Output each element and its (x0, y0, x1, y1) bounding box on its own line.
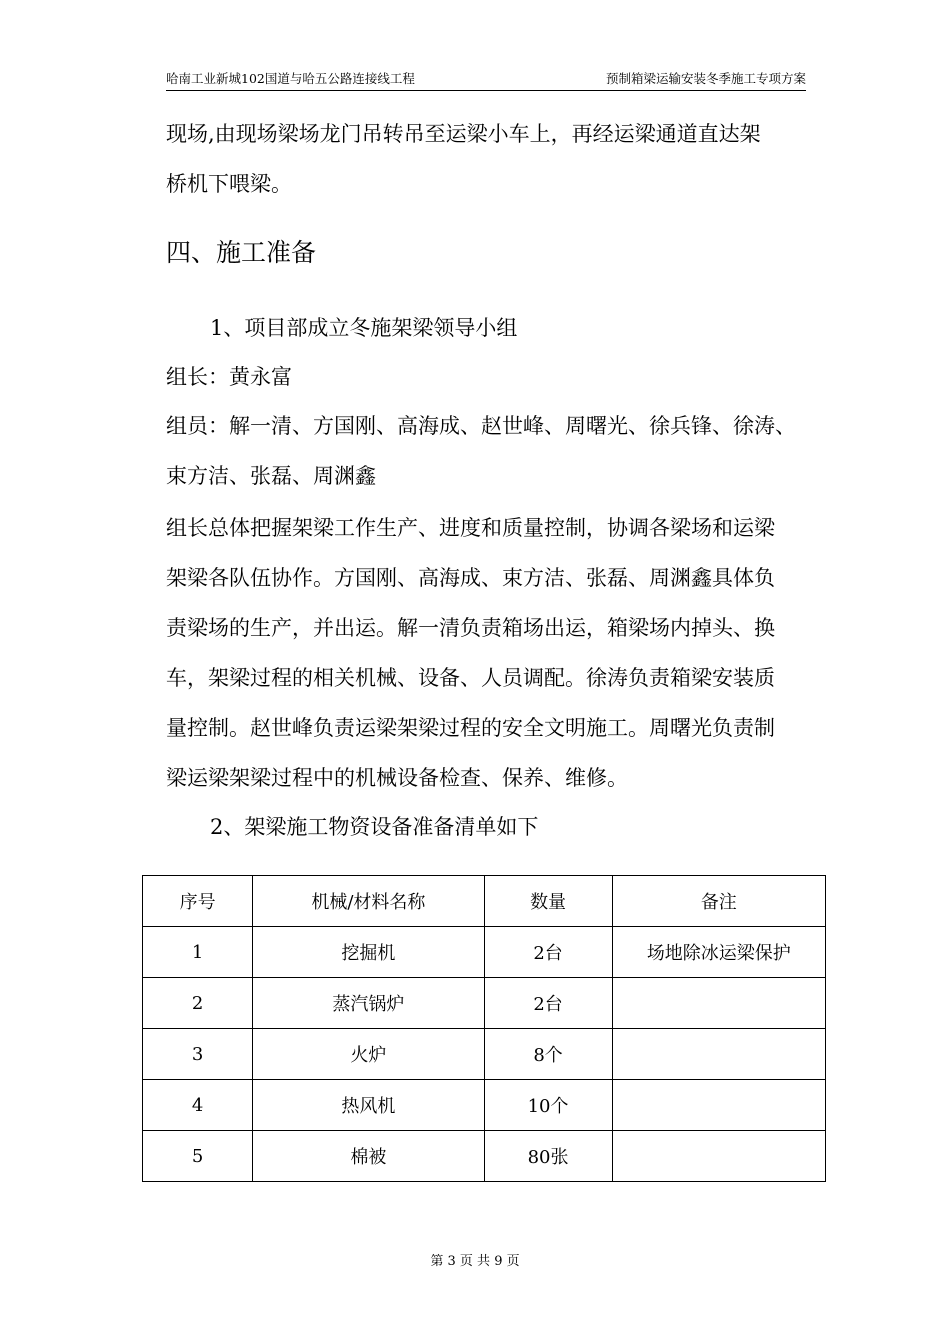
duties-line: 梁运梁架梁过程中的机械设备检查、保养、维修。 (166, 766, 628, 790)
team-members-line-2: 束方洁、张磊、周渊鑫 (166, 464, 376, 488)
cell-quantity: 2台 (484, 927, 612, 978)
cell-index: 5 (143, 1131, 253, 1182)
cell-index: 4 (143, 1080, 253, 1131)
table-row (143, 1029, 826, 1080)
cell-index: 3 (143, 1029, 253, 1080)
header-project-title: 哈南工业新城102国道与哈五公路连接线工程 (166, 71, 415, 86)
duties-line: 量控制。赵世峰负责运梁架梁过程的安全文明施工。周曙光负责制 (166, 716, 775, 740)
table-row (143, 1131, 826, 1182)
duties-line: 架梁各队伍协作。方国刚、高海成、束方洁、张磊、周渊鑫具体负 (166, 566, 775, 590)
duties-line: 组长总体把握架梁工作生产、进度和质量控制，协调各梁场和运梁 (166, 516, 775, 540)
duties-line: 责梁场的生产，并出运。解一清负责箱场出运，箱梁场内掉头、换 (166, 616, 775, 640)
intro-line-2: 桥机下喂梁。 (166, 172, 292, 196)
table-header-row (143, 876, 826, 927)
cell-name: 蒸汽锅炉 (253, 978, 484, 1029)
subsection-1-title: 1、项目部成立冬施架梁领导小组 (210, 316, 518, 340)
cell-quantity: 10个 (484, 1080, 612, 1131)
intro-line-1: 现场,由现场梁场龙门吊转吊至运梁小车上，再经运梁通道直达架 (166, 122, 761, 146)
team-members-line-1: 组员：解一清、方国刚、高海成、赵世峰、周曙光、徐兵锋、徐涛、 (166, 414, 796, 438)
cell-quantity: 2台 (484, 978, 612, 1029)
table-row (143, 1080, 826, 1131)
cell-remarks (612, 1029, 825, 1080)
page-number: 第 3 页 共 9 页 (430, 1254, 520, 1269)
column-header-index: 序号 (143, 876, 253, 927)
cell-name: 热风机 (253, 1080, 484, 1131)
equipment-table (142, 875, 826, 1182)
column-header-remarks: 备注 (612, 876, 825, 927)
column-header-quantity: 数量 (484, 876, 612, 927)
page-header (166, 70, 806, 91)
cell-name: 火炉 (253, 1029, 484, 1080)
header-document-title: 预制箱梁运输安装冬季施工专项方案 (605, 71, 806, 86)
column-header-name: 机械/材料名称 (253, 876, 484, 927)
table-row (143, 978, 826, 1029)
duties-line: 车，架梁过程的相关机械、设备、人员调配。徐涛负责箱梁安装质 (166, 666, 775, 690)
table-row (143, 927, 826, 978)
subsection-2-title: 2、架梁施工物资设备准备清单如下 (210, 815, 539, 839)
cell-index: 1 (143, 927, 253, 978)
cell-remarks (612, 1080, 825, 1131)
cell-quantity: 80张 (484, 1131, 612, 1182)
section-heading: 四、施工准备 (166, 238, 317, 267)
cell-name: 棉被 (253, 1131, 484, 1182)
team-leader: 组长：黄永富 (166, 365, 292, 389)
cell-index: 2 (143, 978, 253, 1029)
cell-remarks: 场地除冰运梁保护 (612, 927, 825, 978)
cell-quantity: 8个 (484, 1029, 612, 1080)
cell-remarks (612, 978, 825, 1029)
cell-remarks (612, 1131, 825, 1182)
cell-name: 挖掘机 (253, 927, 484, 978)
